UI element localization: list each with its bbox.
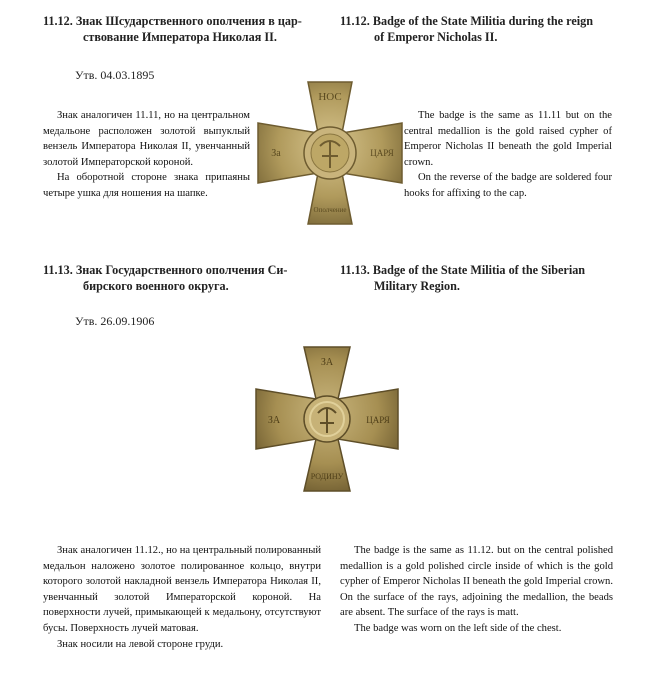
en-heading-11-12: 11.12. Badge of the State Militia during the reign of Emperor Nicholas II. xyxy=(340,14,593,44)
approval-date-11-13: Утв. 26.09.1906 xyxy=(75,314,155,328)
ru-heading-11-13: 11.13. Знак Государственного ополчения Си- бирского военного округа. xyxy=(43,263,288,293)
badge-top-text: НОС xyxy=(318,91,342,103)
en-text-11-13 xyxy=(340,543,613,637)
ru-heading-11-12: 11.12. Знак Шсударственного ополчения в цар- ствование Императора Николая II. xyxy=(43,14,302,44)
badge-image-11-12 xyxy=(250,78,410,228)
badge-top-text: ЗА xyxy=(320,357,334,368)
ru-paragraph: Знак носили на левой стороне груди. xyxy=(57,638,224,650)
en-paragraph: On the reverse of the badge are soldered four hooks for affixing to the cap. xyxy=(404,172,612,199)
approval-date-11-12: Утв. 04.03.1895 xyxy=(75,68,155,82)
badge-left-text: ЗА xyxy=(267,415,281,426)
en-text-11-12 xyxy=(404,108,612,202)
ru-paragraph: На оборотной стороне знака припаяны четыре ушка для ношения на шапке. xyxy=(43,172,250,199)
badge-right-text: ЦАРЯ xyxy=(370,148,394,158)
ru-text-11-12 xyxy=(43,108,250,202)
badge-bottom-text: Ополчение xyxy=(313,206,347,214)
ru-paragraph: Знак аналогичен 11.11, но на центральном медальоне расположен золотой выпуклый вензель Императора Николая II, увенчанный золотой Императорской короной. xyxy=(43,110,250,168)
badge-image-11-13 xyxy=(252,343,402,495)
en-paragraph: The badge is the same as 11.11 but on the central medallion is the gold raised cypher of Emperor Nicholas II beneath the gold Imperial crown. xyxy=(404,110,612,168)
badge-right-text: ЦАРЯ xyxy=(366,415,390,425)
ru-paragraph: Знак аналогичен 11.12., но на центральный полированный медальон наложено золотое полированное кольцо, внутри которого золотой накладной вензель Императора Николая II, увенчанный золотой Императорской короной. На поверхности лучей, примыкающей к медальону, отсутствуют бусы. Поверхность лучей матовая. xyxy=(43,545,321,634)
en-paragraph: The badge is the same as 11.12. but on the central polished medallion is a gold polished circle inside of which is the gold cypher of Emperor Nicholas II beneath the gold Imperial crown. On the surface of the rays, adjoining the medallion, the beads are absent. The surface of the rays is matt. xyxy=(340,545,613,619)
badge-bottom-text: РОДИНУ xyxy=(310,472,344,481)
en-paragraph: The badge was worn on the left side of the chest. xyxy=(354,622,562,634)
badge-left-text: За xyxy=(271,148,281,159)
ru-text-11-13 xyxy=(43,543,321,652)
en-heading-11-13: 11.13. Badge of the State Militia of the Siberian Military Region. xyxy=(340,263,586,293)
